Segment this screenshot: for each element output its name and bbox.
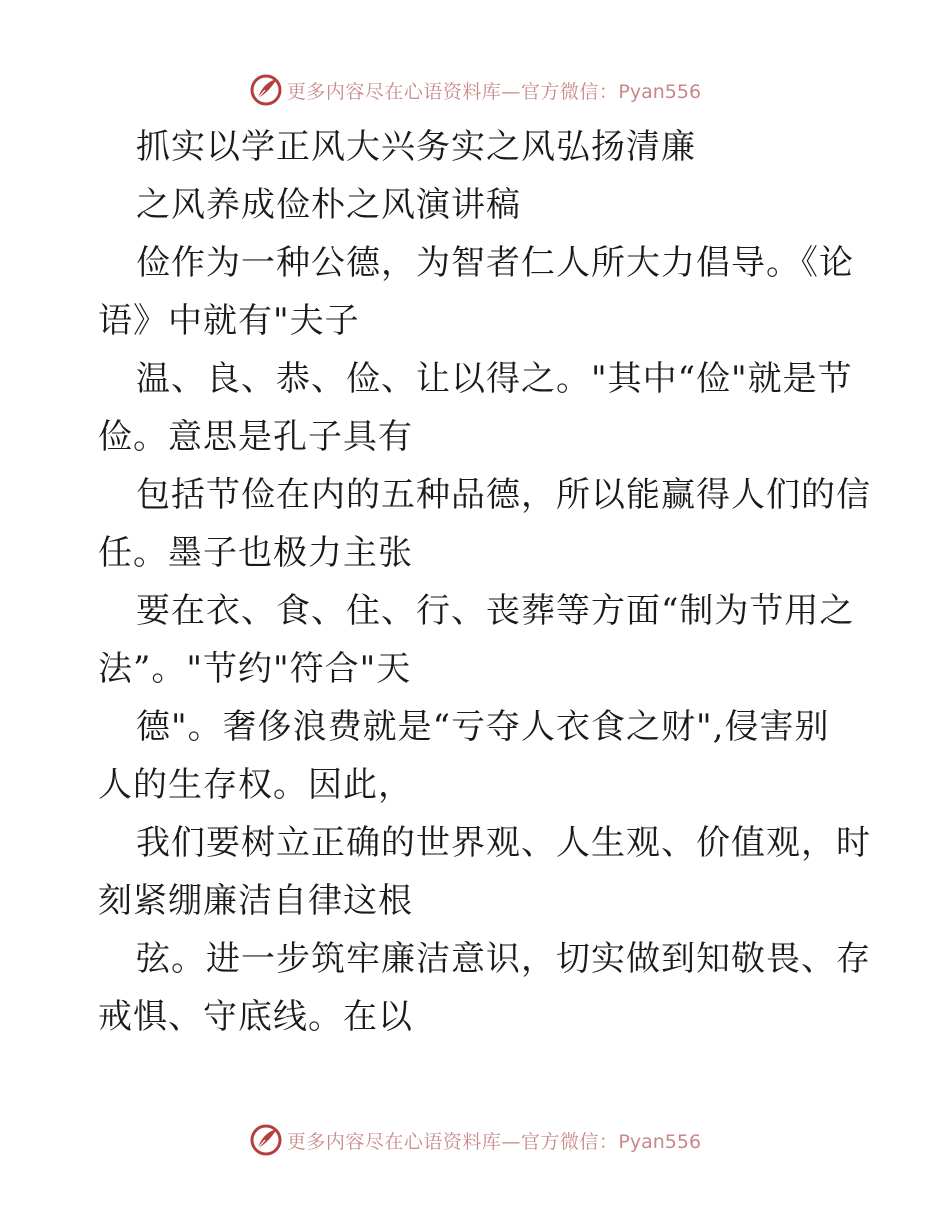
footer-banner <box>0 1122 950 1158</box>
text-line: 抓实以学正风大兴务实之风弘扬清廉 <box>136 127 696 167</box>
header-banner-label: 更多内容尽在心语资料库—官方微信： <box>286 80 619 103</box>
text-line: 要在衣、食、住、行、丧葬等方面“制为节用之 <box>136 591 855 631</box>
footer-banner-label: 更多内容尽在心语资料库—官方微信： <box>286 1130 619 1153</box>
text-line: 我们要树立正确的世界观、人生观、价值观，时 <box>136 823 871 863</box>
feather-pen-circle-icon <box>249 1123 283 1157</box>
text-line: 任。墨子也极力主张 <box>98 533 413 573</box>
text-line: 之风养成俭朴之风演讲稿 <box>136 185 521 225</box>
text-line: 俭。意思是孔子具有 <box>98 417 413 457</box>
header-banner <box>0 72 950 108</box>
text-line: 包括节俭在内的五种品德，所以能赢得人们的信 <box>136 475 871 515</box>
text-line: 温、良、恭、俭、让以得之。"其中“俭"就是节 <box>136 359 853 399</box>
text-line: 刻紧绷廉洁自律这根 <box>98 881 413 921</box>
text-line: 德"。奢侈浪费就是“亏夺人衣食之财",侵害别 <box>136 707 830 747</box>
footer-banner-handle: Pyan556 <box>618 1130 702 1153</box>
text-line: 法”。"节约"符合"天 <box>98 649 412 689</box>
text-line: 语》中就有"夫子 <box>98 301 360 341</box>
text-line: 俭作为一种公德，为智者仁人所大力倡导。《论 <box>136 243 854 283</box>
text-line: 人的生存权。因此， <box>98 765 413 805</box>
text-line: 弦。进一步筑牢廉洁意识，切实做到知敬畏、存 <box>136 939 871 979</box>
header-banner-handle: Pyan556 <box>618 80 702 103</box>
text-line: 戒惧、守底线。在以 <box>98 997 413 1037</box>
feather-pen-circle-icon <box>249 73 283 107</box>
header-banner-text <box>287 77 701 104</box>
footer-banner-text <box>287 1127 701 1154</box>
document-body <box>98 118 871 1046</box>
